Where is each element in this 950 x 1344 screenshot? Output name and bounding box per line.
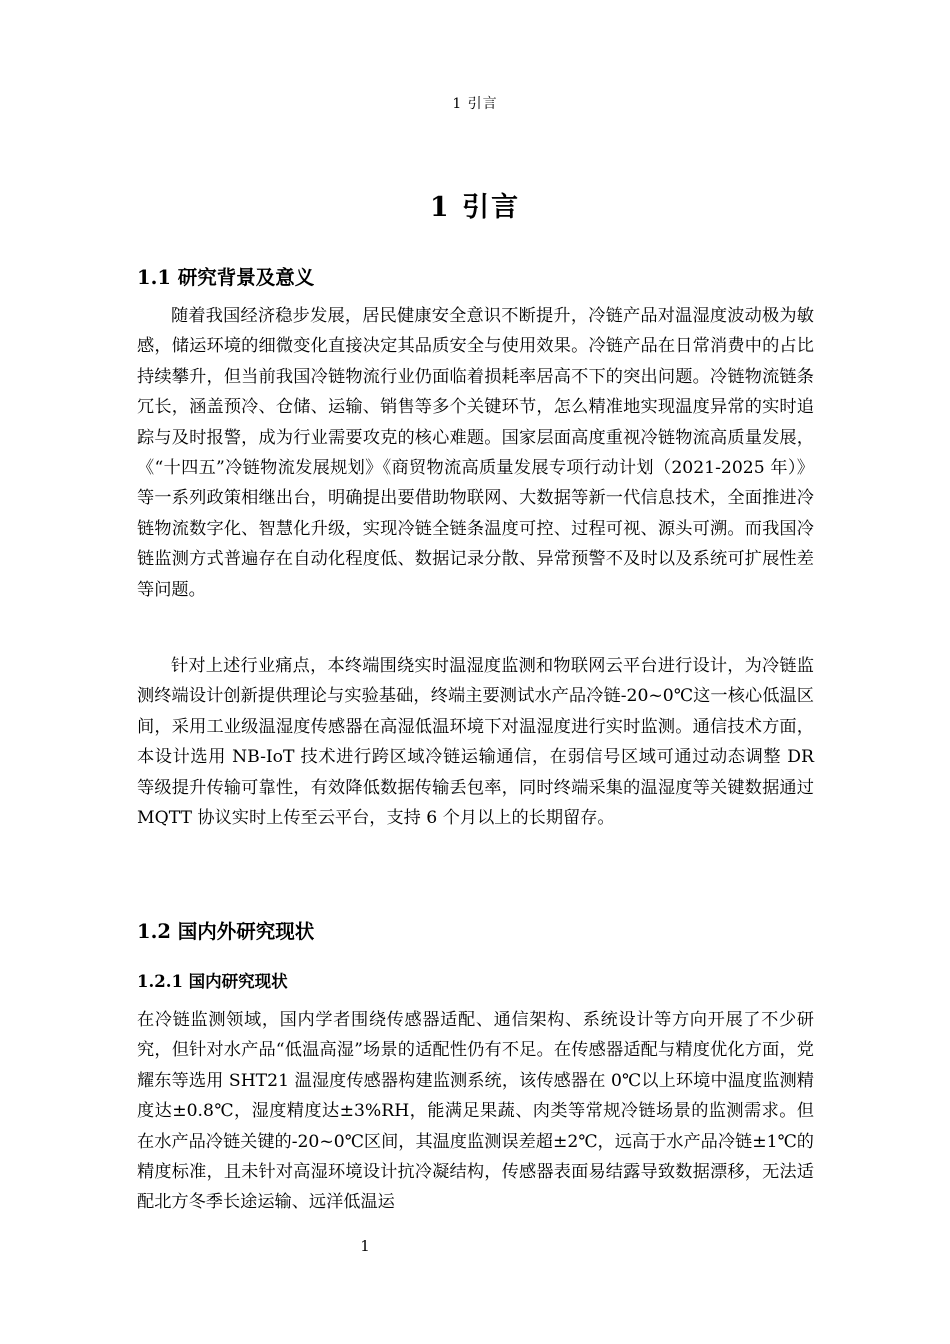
paragraph-background: 随着我国经济稳步发展，居民健康安全意识不断提升，冷链产品对温湿度波动极为敏感，储运环境的细微变化直接决定其品质安全与使用效果。冷链产品在日常消费中的占比持续攀升，但当前我国冷链物流行业仍面临着损耗率居高不下的突出问题。冷链物流链条冗长，涵盖预冷、仓储、运输、销售等多个关键环节，怎么精准地实现温度异常的实时追踪与及时报警，成为行业需要攻克的核心难题。国家层面高度重视冷链物流高质量发展，《“十四五”冷链物流发展规划》《商贸物流高质量发展专项行动计划（2021-2025 年）》等一系列政策相继出台，明确提出要借助物联网、大数据等新一代信息技术，全面推进冷链物流数字化、智慧化升级，实现冷链全链条温度可控、过程可视、源头可溯。而我国冷链监测方式普遍存在自动化程度低、数据记录分散、异常预警不及时以及系统可扩展性差等问题。 — [137, 306, 814, 600]
section-heading-1-2: 1.2 国内外研究现状 — [137, 920, 315, 943]
section-heading-1-1: 1.1 研究背景及意义 — [137, 266, 315, 289]
section-heading-1-2-1: 1.2.1 国内研究现状 — [137, 972, 288, 991]
chapter-title: 1 引言 — [429, 192, 521, 223]
paragraph-design-overview: 针对上述行业痛点，本终端围绕实时温湿度监测和物联网云平台进行设计，为冷链监测终端设计创新提供理论与实验基础，终端主要测试水产品冷链-20~0℃这一核心低温区间，采用工业级温湿度传感器在高湿低温环境下对温湿度进行实时监测。通信技术方面，本设计选用 NB-IoT 技术进行跨区域冷链运输通信，在弱信号区域可通过动态调整 DR 等级提升传输可靠性，有效降低数据传输丢包率，同时终端采集的温湿度等关键数据通过 MQTT 协议实时上传至云平台，支持 6 个月以上的长期留存。 — [137, 656, 814, 829]
running-header: 1 引言 — [452, 96, 498, 112]
page-number: 1 — [360, 1237, 370, 1255]
paragraph-domestic-research: 在冷链监测领域，国内学者围绕传感器适配、通信架构、系统设计等方向开展了不少研究，但针对水产品“低温高湿”场景的适配性仍有不足。在传感器适配与精度优化方面，党耀东等选用 SHT21 温湿度传感器构建监测系统，该传感器在 0℃以上环境中温度监测精度达±0.8℃，湿度精度达±3%RH，能满足果蔬、肉类等常规冷链场景的监测需求。但在水产品冷链关键的-20~0℃区间，其温度监测误差超±2℃，远高于水产品冷链±1℃的精度标准，且未针对高湿环境设计抗冷凝结构，传感器表面易结露导致数据漂移，无法适配北方冬季长途运输、远洋低温运 — [137, 1010, 814, 1213]
